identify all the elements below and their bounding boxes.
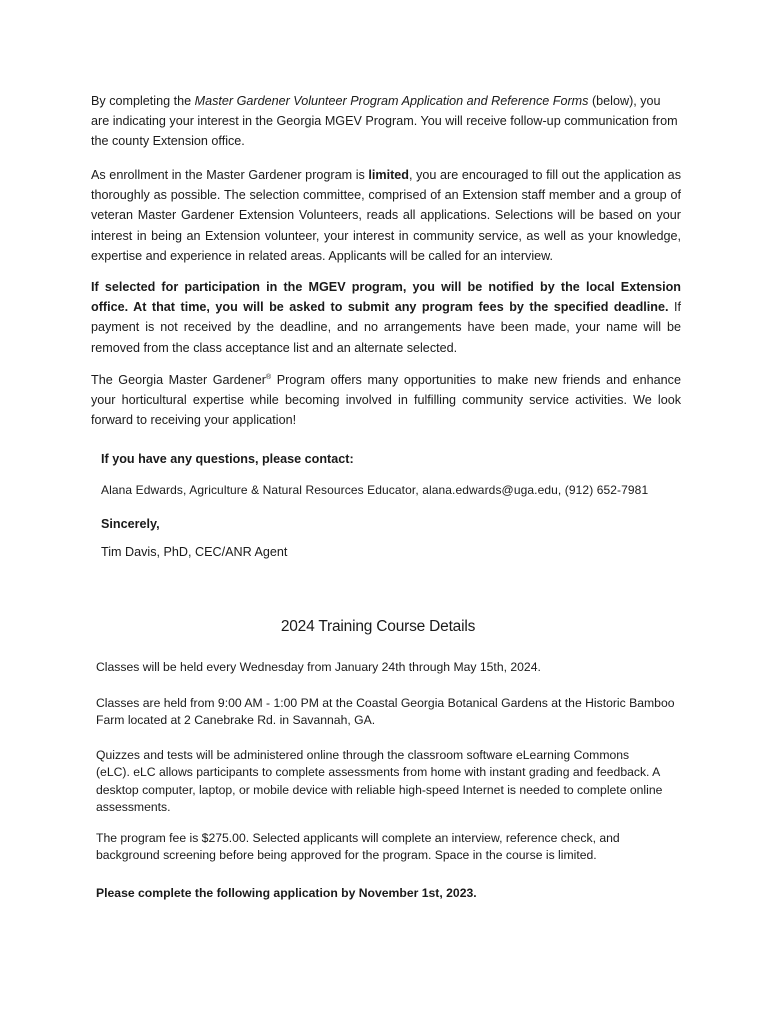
course-location: Classes are held from 9:00 AM - 1:00 PM at the Coastal Georgia Botanical Gardens at the Historic Bamboo Farm located at 2 Canebrake Rd. in Savannah, GA. bbox=[96, 696, 675, 728]
intro-paragraph-4: The Georgia Master Gardener® Program offers many opportunities to make new friends and enhance your horticultural expertise while becoming involved in fulfilling community service activities. We look forward to receiving your application! bbox=[91, 373, 681, 428]
course-fee: The program fee is $275.00. Selected applicants will complete an interview, reference check, and background screening before being approved for the program. Space in the course is limited. bbox=[96, 831, 620, 863]
course-quizzes: Quizzes and tests will be administered online through the classroom software eLearning Commons (eLC). eLC allows participants to complete assessments from home with instant grading and feedback. A desktop computer, laptop, or mobile device with reliable high-speed Internet is needed to complete online assessments. bbox=[96, 748, 663, 814]
contact-heading: If you have any questions, please contact: bbox=[101, 452, 354, 466]
closing: Sincerely, bbox=[101, 517, 160, 531]
intro-paragraph-3: If selected for participation in the MGEV program, you will be notified by the local Extension office. At that time, you will be asked to submit any program fees by the specified deadline. If payment is not received by the deadline, and no arrangements have been made, your name will be removed from the class acceptance list and an alternate selected. bbox=[91, 280, 681, 355]
contact-line: Alana Edwards, Agriculture & Natural Resources Educator, alana.edwards@uga.edu, (912) 652-7981 bbox=[101, 483, 649, 497]
signer: Tim Davis, PhD, CEC/ANR Agent bbox=[101, 545, 288, 559]
intro-paragraph-1: By completing the Master Gardener Volunteer Program Application and Reference Forms (below), you are indicating your interest in the Georgia MGEV Program. You will receive follow-up communication from the county Extension office. bbox=[91, 94, 678, 149]
course-deadline: Please complete the following application by November 1st, 2023. bbox=[96, 886, 477, 900]
intro-paragraph-2: As enrollment in the Master Gardener program is limited, you are encouraged to fill out the application as thoroughly as possible. The selection committee, comprised of an Extension staff member and a group of veteran Master Gardener Extension Volunteers, reads all applications. Selections will be based on your interest in being an Extension volunteer, your interest in community service, as well as your knowledge, expertise and experience in related areas. Applicants will be called for an interview. bbox=[91, 168, 681, 263]
course-schedule: Classes will be held every Wednesday from January 24th through May 15th, 2024. bbox=[96, 660, 541, 674]
course-title: 2024 Training Course Details bbox=[280, 618, 476, 635]
